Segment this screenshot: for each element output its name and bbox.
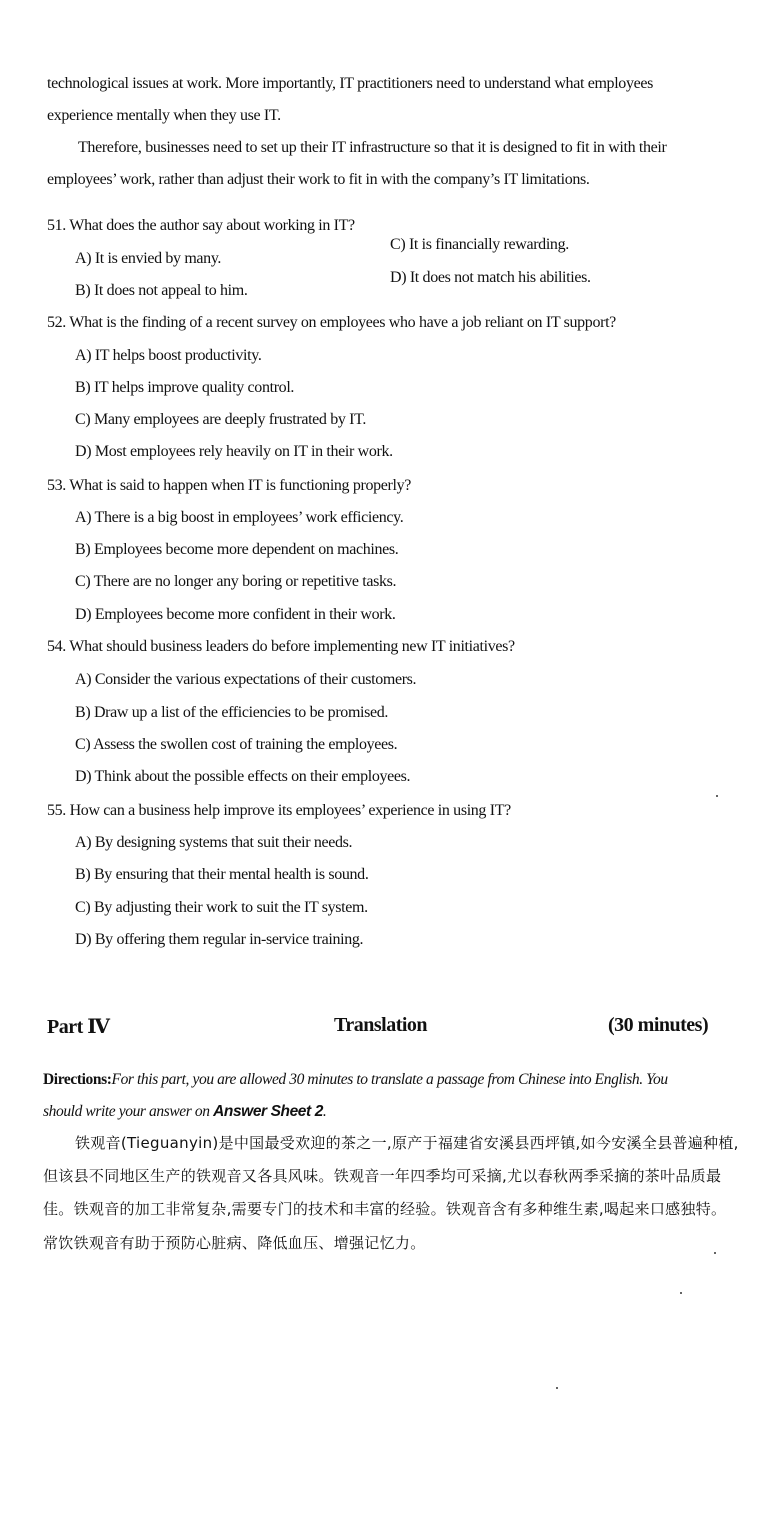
directions-line-1 bbox=[43, 1070, 668, 1090]
part-time: (30 minutes) bbox=[608, 1014, 709, 1036]
option-b: B) IT helps improve quality control. bbox=[75, 379, 295, 396]
option-b: B) Employees become more dependent on machines. bbox=[75, 541, 399, 558]
scan-speck bbox=[556, 1387, 558, 1389]
directions-line-2 bbox=[43, 1102, 326, 1122]
option-b: B) It does not appeal to him. bbox=[75, 282, 248, 299]
option-c: C) It is financially rewarding. bbox=[390, 236, 569, 253]
option-c: C) Many employees are deeply frustrated by IT. bbox=[75, 411, 367, 428]
question-stem: 51. What does the author say about working in IT? bbox=[47, 217, 355, 234]
question-stem: 55. How can a business help improve its employees’ experience in using IT? bbox=[47, 802, 511, 819]
option-a: A) Consider the various expectations of their customers. bbox=[75, 671, 417, 688]
option-d: D) Employees become more confident in their work. bbox=[75, 606, 396, 623]
scan-speck bbox=[680, 1292, 682, 1294]
passage-line: Therefore, businesses need to set up their IT infrastructure so that it is designed to fit in with their bbox=[78, 139, 667, 156]
option-a: A) There is a big boost in employees’ work efficiency. bbox=[75, 509, 404, 526]
option-c: C) There are no longer any boring or repetitive tasks. bbox=[75, 573, 397, 590]
option-c: C) By adjusting their work to suit the IT system. bbox=[75, 899, 368, 916]
option-a: A) IT helps boost productivity. bbox=[75, 347, 262, 364]
option-b: B) Draw up a list of the efficiencies to be promised. bbox=[75, 704, 389, 721]
part-title: Translation bbox=[334, 1014, 428, 1036]
question-stem: 52. What is the finding of a recent survey on employees who have a job reliant on IT support? bbox=[47, 314, 616, 331]
directions-text: For this part, you are allowed 30 minutes to translate a passage from Chinese into English. You bbox=[111, 1071, 668, 1088]
question-stem: 53. What is said to happen when IT is functioning properly? bbox=[47, 477, 412, 494]
option-d: D) By offering them regular in-service training. bbox=[75, 931, 364, 948]
option-d: D) Most employees rely heavily on IT in their work. bbox=[75, 443, 393, 460]
passage-line: employees’ work, rather than adjust their work to fit in with the company’s IT limitations. bbox=[47, 171, 590, 188]
answer-sheet-label: Answer Sheet 2 bbox=[213, 1103, 323, 1120]
chinese-line: 常饮铁观音有助于预防心脏病、降低血压、增强记忆力。 bbox=[43, 1234, 426, 1252]
option-c: C) Assess the swollen cost of training the employees. bbox=[75, 736, 398, 753]
question-stem: 54. What should business leaders do before implementing new IT initiatives? bbox=[47, 638, 515, 655]
passage-line: technological issues at work. More importantly, IT practitioners need to understand what employees bbox=[47, 75, 653, 92]
scan-speck bbox=[714, 1252, 716, 1254]
chinese-line: 但该县不同地区生产的铁观音又各具风味。铁观音一年四季均可采摘,尤以春秋两季采摘的茶叶品质最 bbox=[43, 1167, 722, 1185]
option-d: D) Think about the possible effects on their employees. bbox=[75, 768, 411, 785]
scan-speck bbox=[716, 795, 718, 797]
directions-label: Directions: bbox=[43, 1071, 112, 1088]
directions-text: . bbox=[322, 1103, 327, 1120]
option-a: A) It is envied by many. bbox=[75, 250, 222, 267]
passage-line: experience mentally when they use IT. bbox=[47, 107, 281, 124]
part-label: Part Ⅳ bbox=[47, 1016, 110, 1038]
option-a: A) By designing systems that suit their needs. bbox=[75, 834, 353, 851]
option-b: B) By ensuring that their mental health is sound. bbox=[75, 866, 369, 883]
directions-text: should write your answer on bbox=[43, 1103, 214, 1120]
chinese-line: 铁观音(Tieguanyin)是中国最受欢迎的茶之一,原产于福建省安溪县西坪镇,如今安溪全县普遍种植, bbox=[75, 1134, 739, 1152]
option-d: D) It does not match his abilities. bbox=[390, 269, 591, 286]
chinese-line: 佳。铁观音的加工非常复杂,需要专门的技术和丰富的经验。铁观音含有多种维生素,喝起来口感独特。 bbox=[43, 1200, 727, 1218]
